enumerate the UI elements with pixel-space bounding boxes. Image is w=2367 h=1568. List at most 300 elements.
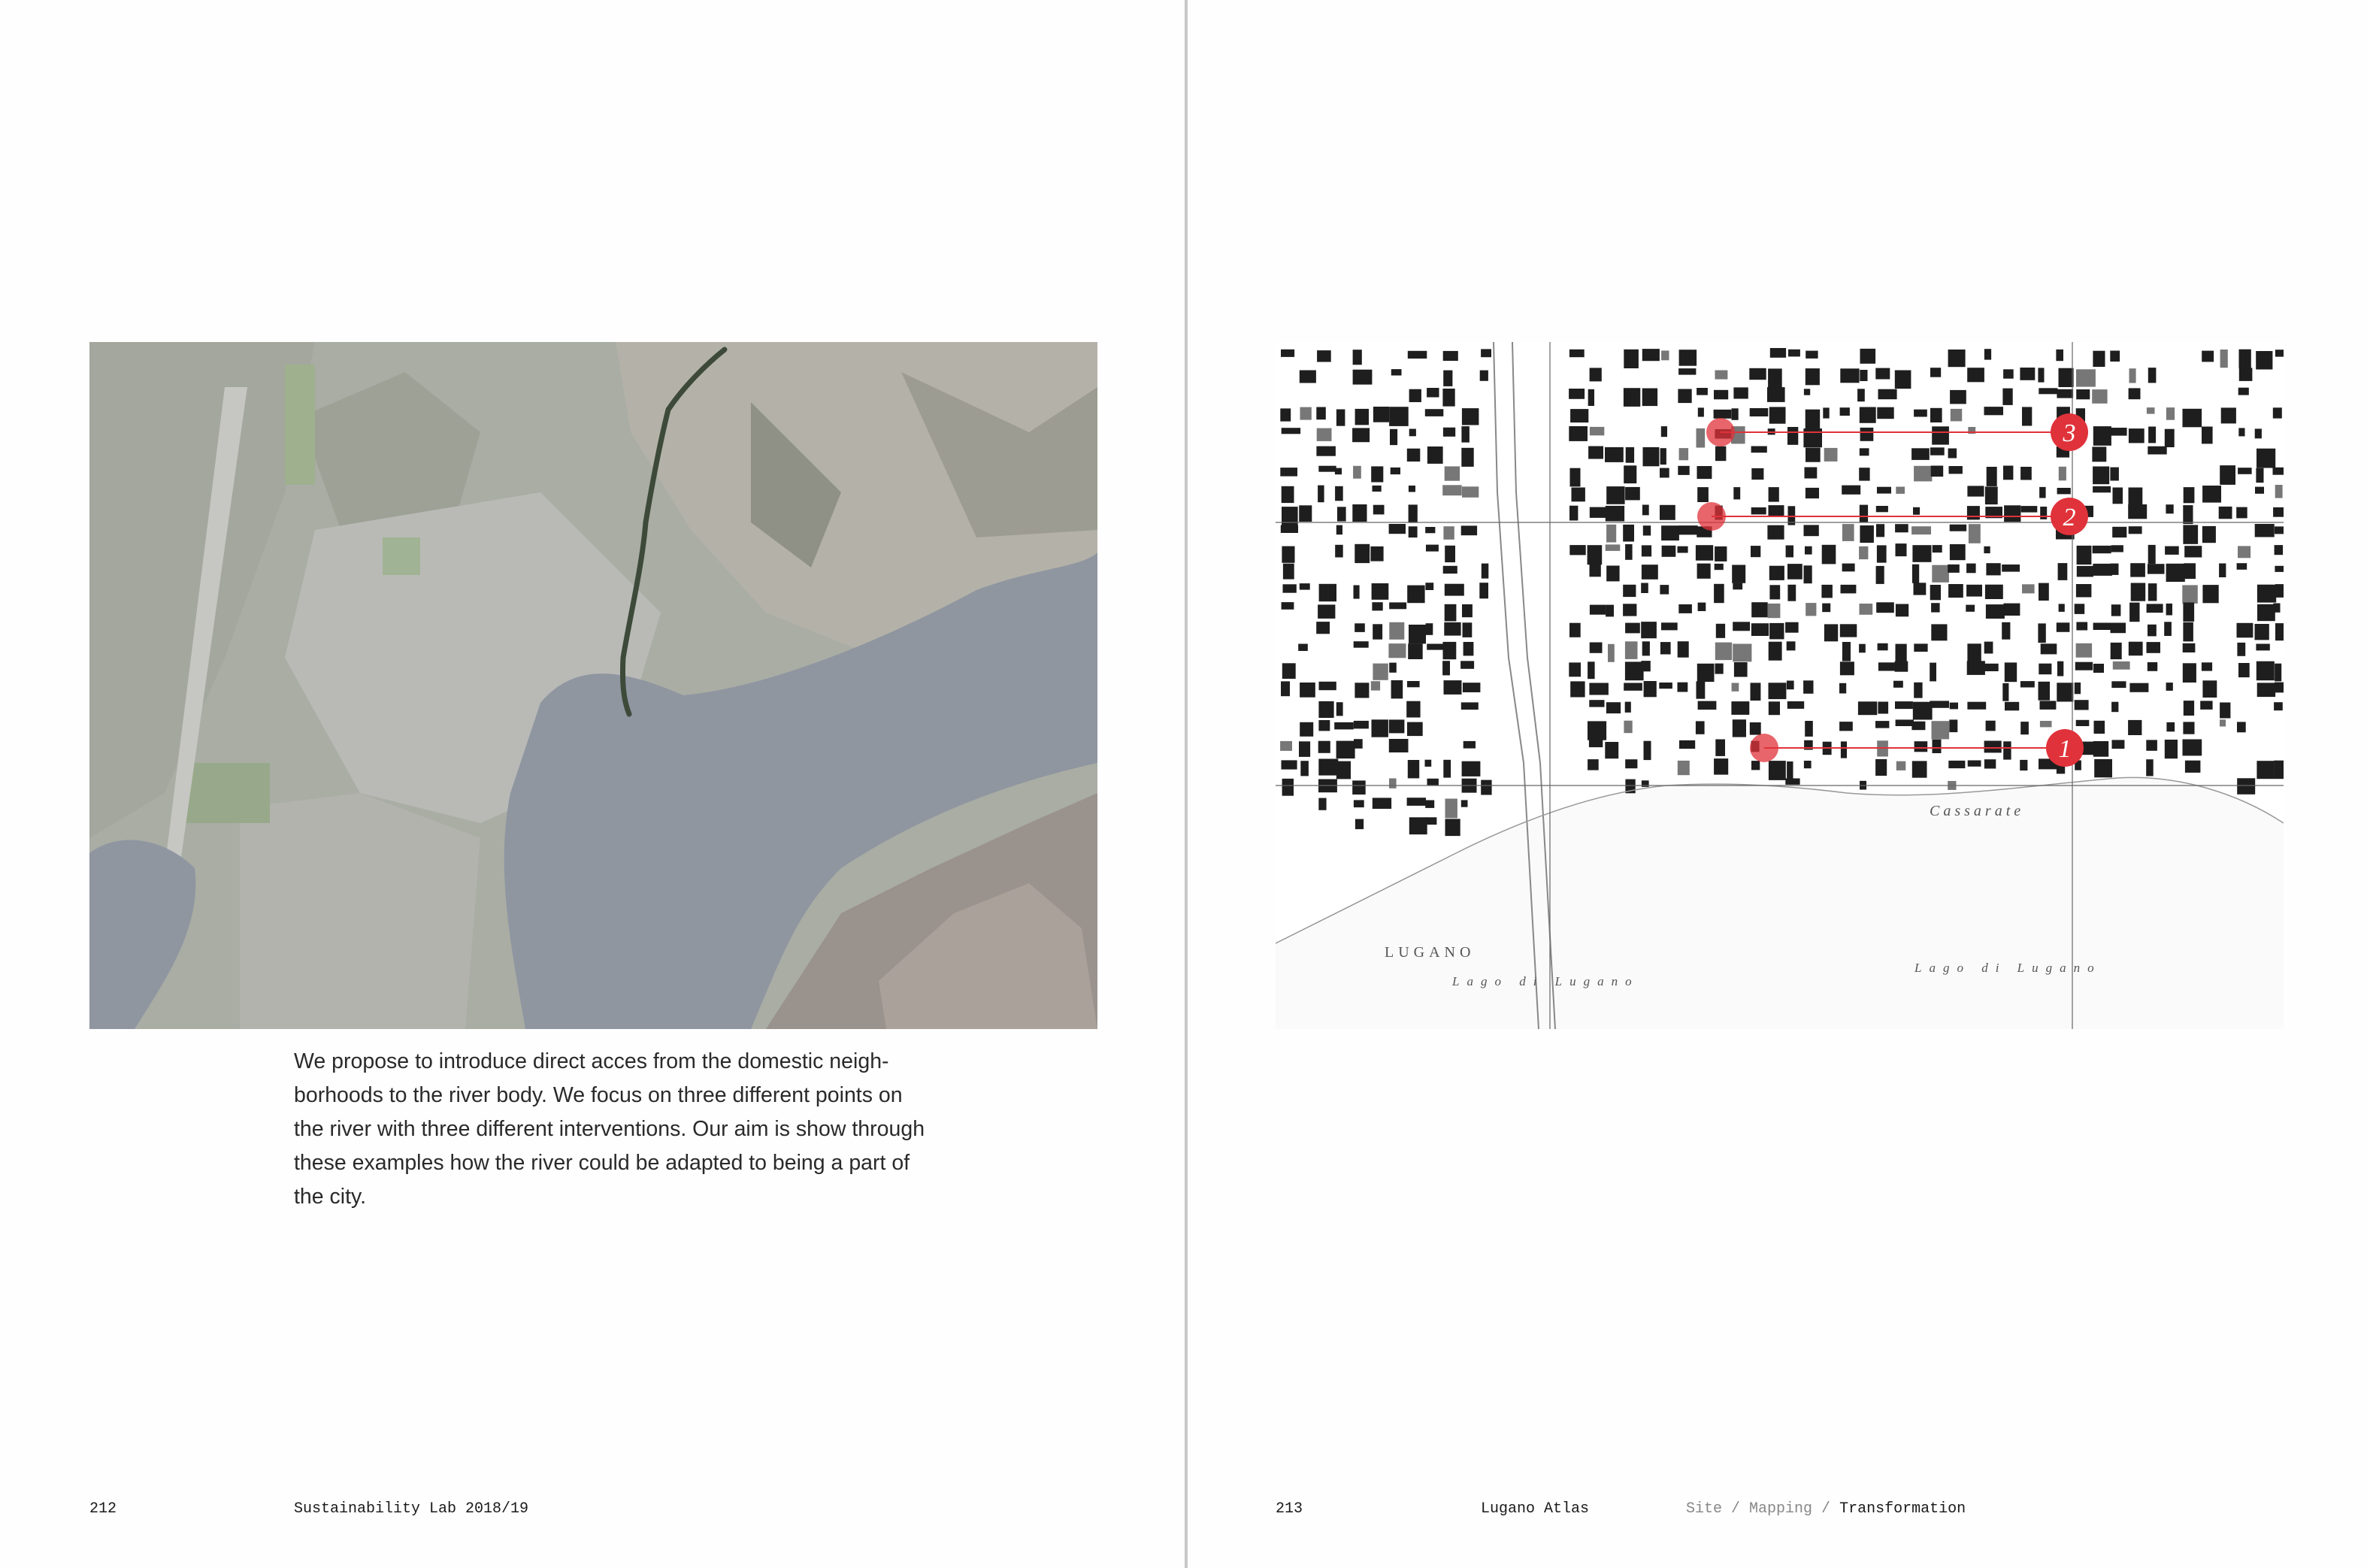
marker-2 (2051, 498, 2088, 535)
building-block (1462, 486, 1479, 498)
building-block (1625, 661, 1644, 680)
building-block (1316, 622, 1330, 634)
building-block (1842, 524, 1854, 541)
building-block (1355, 544, 1370, 563)
building-block (1969, 524, 1981, 543)
building-block (1569, 545, 1585, 555)
figure-ground-map (1276, 342, 2284, 1029)
building-block (2020, 368, 2035, 380)
building-block (1949, 719, 1957, 732)
building-block (1626, 447, 1634, 463)
building-block (2020, 681, 2035, 687)
building-block (1822, 545, 1836, 565)
building-block (1911, 448, 1930, 460)
building-block (1352, 780, 1366, 795)
building-block (1948, 565, 1960, 573)
building-block (1300, 583, 1310, 590)
building-block (2112, 527, 2126, 537)
building-block (1878, 389, 1897, 400)
building-block (1661, 525, 1679, 540)
building-block (1749, 368, 1766, 380)
building-block (1588, 545, 1603, 565)
building-block (2275, 623, 2284, 640)
building-block (2005, 702, 2019, 711)
building-block (2003, 741, 2011, 759)
building-block (1642, 389, 1657, 407)
building-block (1911, 526, 1931, 534)
building-block (1445, 466, 1460, 480)
building-block (1950, 544, 1966, 560)
body-line: We propose to introduce direct acces from the domestic neigh- (294, 1049, 889, 1073)
building-block (2164, 622, 2172, 636)
building-block (1569, 662, 1581, 677)
building-block (1335, 486, 1343, 501)
building-block (1803, 680, 1813, 694)
breadcrumb-separator: / (1722, 1500, 1750, 1518)
building-block (1373, 407, 1389, 422)
building-block (1806, 351, 1818, 359)
building-block (1806, 603, 1816, 616)
building-block (2002, 565, 2020, 572)
building-block (2112, 740, 2125, 749)
building-block (1570, 468, 1581, 487)
building-block (1876, 602, 1894, 613)
building-block (2059, 368, 2074, 387)
building-block (1606, 525, 1616, 543)
building-block (2092, 389, 2107, 404)
building-block (1914, 741, 1928, 752)
building-block (1857, 389, 1865, 401)
marker-1-label: 1 (2058, 735, 2072, 763)
building-block (1696, 721, 1705, 734)
building-block (2183, 505, 2193, 524)
building-block (1787, 641, 1796, 650)
building-block (1787, 701, 1804, 709)
building-block (1355, 819, 1364, 830)
building-block (2166, 683, 2173, 691)
map-label-lake-left: Lago di Lugano (1452, 974, 1639, 988)
building-block (1370, 546, 1383, 562)
building-block (1678, 641, 1689, 658)
building-block (1785, 779, 1799, 785)
building-block (1605, 447, 1624, 462)
building-block (2219, 564, 2226, 578)
building-block (1426, 817, 1436, 825)
building-block (1878, 702, 1888, 714)
building-block (1642, 349, 1660, 361)
building-block (1697, 664, 1715, 682)
building-block (1389, 602, 1406, 609)
building-block (1678, 604, 1692, 613)
building-block (1389, 779, 1397, 789)
building-block (1751, 761, 1760, 770)
building-block (2183, 740, 2202, 756)
building-block (1336, 702, 1343, 716)
building-block (2202, 351, 2214, 362)
building-block (1443, 760, 1451, 778)
building-block (1407, 722, 1423, 737)
building-block (1624, 465, 1636, 483)
building-block (2057, 683, 2073, 701)
building-block (2273, 407, 2282, 418)
building-block (2165, 546, 2179, 555)
building-block (2183, 622, 2193, 642)
building-block (1824, 448, 1838, 462)
building-block (1933, 545, 1942, 552)
building-block (1878, 643, 1888, 651)
building-block (1715, 740, 1725, 756)
building-block (2020, 467, 2032, 480)
building-block (1661, 350, 1669, 360)
building-block (1875, 368, 1890, 380)
building-block (2202, 680, 2217, 698)
building-block (1461, 426, 1470, 443)
building-block (1930, 408, 1942, 422)
building-block (2111, 643, 2122, 659)
building-block (1644, 681, 1657, 697)
building-block (1788, 350, 1800, 357)
building-block (1769, 585, 1780, 599)
building-block (1660, 585, 1669, 595)
building-block (2255, 428, 2262, 438)
building-block (1462, 408, 1479, 425)
building-block (1300, 722, 1313, 737)
building-block (1678, 683, 1688, 692)
building-block (1644, 741, 1651, 760)
building-block (2020, 722, 2029, 734)
building-block (1407, 681, 1420, 687)
building-block (1463, 741, 1476, 749)
building-block (2128, 504, 2147, 519)
building-block (2093, 546, 2111, 553)
building-block (2111, 545, 2123, 552)
building-block (1371, 466, 1383, 482)
building-block (2041, 643, 2057, 654)
building-block (1984, 642, 1993, 654)
building-block (1967, 368, 1984, 382)
building-block (2129, 368, 2136, 383)
building-block (2202, 585, 2218, 603)
building-block (1911, 722, 1925, 731)
building-block (2110, 468, 2119, 481)
building-block (2111, 564, 2119, 575)
building-block (2146, 759, 2154, 776)
building-block (1860, 349, 1876, 364)
building-block (2093, 741, 2108, 757)
building-block (1427, 388, 1439, 398)
building-block (1875, 721, 1889, 728)
building-block (2220, 703, 2230, 719)
building-block (1804, 525, 1819, 536)
building-block (1336, 410, 1345, 426)
building-block (2183, 722, 2194, 734)
building-block (1734, 662, 1748, 677)
building-block (2257, 761, 2274, 779)
running-title: Lugano Atlas (1481, 1500, 1590, 1518)
building-block (1319, 682, 1336, 690)
building-block (2038, 368, 2044, 382)
building-block (1893, 681, 1903, 688)
building-block (1662, 546, 1676, 557)
body-line: the city. (294, 1185, 367, 1209)
building-block (2146, 740, 2157, 750)
building-block (1860, 604, 1873, 615)
building-block (2076, 369, 2096, 386)
building-block (1966, 564, 1976, 574)
building-block (2202, 526, 2216, 543)
building-block (1316, 407, 1326, 420)
map-label-lake-right: Lago di Lugano (1914, 961, 2102, 975)
building-block (1967, 702, 1986, 710)
marker-1 (2046, 729, 2084, 767)
building-block (2002, 389, 2012, 405)
building-block (2238, 468, 2252, 474)
building-block (1839, 722, 1853, 731)
river-point-2 (1697, 502, 1726, 531)
building-block (2002, 683, 2008, 701)
building-block (2182, 585, 2198, 604)
building-block (2183, 603, 2194, 622)
building-block (2275, 350, 2284, 356)
building-block (2238, 546, 2250, 558)
building-block (1282, 779, 1294, 796)
building-block (1281, 525, 1298, 533)
building-block (2275, 683, 2284, 693)
building-block (1409, 526, 1418, 537)
building-block (2236, 507, 2247, 519)
building-block (1443, 428, 1455, 437)
building-block (2238, 663, 2250, 677)
building-block (1769, 487, 1779, 502)
building-block (1715, 446, 1726, 462)
building-block (1859, 644, 1866, 653)
building-block (1751, 446, 1767, 453)
page-number: 212 (89, 1500, 117, 1518)
building-block (2005, 662, 2017, 682)
building-block (2093, 486, 2111, 493)
building-block (1643, 447, 1660, 466)
building-block (2020, 760, 2027, 770)
building-block (2111, 681, 2126, 688)
building-block (1678, 466, 1689, 475)
building-block (1625, 702, 1631, 713)
building-block (1316, 446, 1336, 456)
building-block (1984, 407, 2004, 415)
building-block (1786, 546, 1793, 558)
building-block (1751, 683, 1761, 701)
building-block (1283, 564, 1294, 580)
building-block (2255, 624, 2269, 640)
building-block (1913, 702, 1933, 720)
building-block (2129, 488, 2143, 507)
breadcrumb-separator: / (1812, 1500, 1840, 1518)
building-block (1354, 739, 1363, 749)
building-block (2238, 428, 2244, 436)
building-block (1372, 602, 1382, 610)
building-block (2057, 488, 2071, 494)
building-block (1606, 486, 1624, 504)
building-block (1877, 407, 1893, 419)
building-block (1678, 368, 1696, 375)
building-block (1300, 761, 1309, 776)
building-block (1570, 681, 1585, 697)
building-block (1842, 642, 1851, 661)
building-block (1732, 683, 1739, 692)
building-block (2148, 545, 2156, 564)
building-block (2093, 467, 2109, 485)
building-block (2220, 719, 2226, 726)
building-block (1373, 798, 1391, 809)
building-block (2275, 584, 2284, 598)
building-block (1281, 350, 1294, 357)
building-block (1299, 505, 1312, 522)
building-block (2129, 526, 2142, 534)
building-block (1985, 486, 1998, 504)
building-block (2257, 683, 2275, 697)
building-block (1425, 409, 1444, 416)
building-block (1860, 407, 1876, 423)
building-block (1860, 505, 1868, 522)
building-block (2076, 622, 2087, 631)
building-block (1318, 486, 1324, 503)
building-block (1318, 701, 1333, 718)
building-block (1660, 505, 1675, 520)
building-block (2093, 664, 2104, 673)
building-block (1407, 449, 1421, 462)
building-block (1588, 721, 1606, 740)
building-block (1805, 546, 1812, 555)
building-block (2130, 563, 2145, 577)
breadcrumb-item: Site (1686, 1500, 1723, 1518)
building-block (1588, 446, 1603, 459)
building-block (1698, 407, 1704, 416)
building-block (1733, 583, 1742, 590)
building-block (1660, 468, 1669, 478)
building-block (1787, 681, 1794, 690)
building-block (2237, 563, 2247, 570)
building-block (1407, 798, 1426, 806)
building-block (1912, 545, 1931, 562)
building-block (1426, 623, 1433, 635)
building-block (1319, 584, 1336, 601)
building-block (1840, 368, 1859, 383)
running-title: Sustainability Lab 2018/19 (294, 1500, 529, 1518)
building-block (1318, 741, 1330, 753)
building-block (1767, 387, 1785, 402)
building-block (1806, 488, 1819, 498)
building-block (2166, 407, 2175, 420)
building-block (1409, 486, 1415, 492)
building-block (2040, 721, 2052, 727)
building-block (1860, 448, 1869, 456)
building-block (1769, 761, 1786, 780)
building-block (1715, 564, 1724, 570)
marker-2-label: 2 (2063, 504, 2076, 531)
building-block (2147, 642, 2161, 653)
building-block (1606, 544, 1621, 551)
building-block (1572, 488, 1585, 502)
map-label-town: LUGANO (1385, 944, 1476, 961)
building-block (2202, 486, 2221, 503)
building-block (2165, 429, 2175, 447)
building-block (1950, 703, 1958, 710)
building-block (2275, 485, 2283, 498)
building-block (1408, 643, 1423, 659)
building-block (1787, 585, 1796, 601)
building-block (1443, 351, 1458, 361)
building-block (1984, 759, 1996, 768)
building-block (1570, 409, 1588, 422)
building-block (1481, 349, 1491, 357)
building-block (2275, 545, 2284, 555)
building-block (2166, 604, 2172, 616)
building-block (1714, 410, 1732, 419)
building-block (1715, 371, 1728, 380)
building-block (1804, 565, 1812, 583)
building-block (1806, 410, 1821, 428)
building-block (1606, 506, 1624, 522)
building-block (1335, 545, 1343, 558)
building-block (1803, 428, 1822, 447)
building-block (2255, 487, 2264, 494)
building-block (1932, 565, 1949, 583)
building-block (2093, 351, 2105, 367)
building-block (1714, 758, 1728, 775)
building-block (2257, 661, 2275, 681)
building-block (1768, 604, 1781, 618)
building-block (1804, 761, 1812, 768)
building-block (1444, 622, 1460, 636)
building-block (1641, 661, 1650, 671)
building-block (1769, 566, 1784, 580)
building-block (1282, 428, 1300, 434)
building-block (1751, 507, 1766, 514)
building-block (1590, 368, 1602, 381)
building-block (2219, 507, 2232, 519)
building-block (1625, 759, 1637, 768)
building-block (1914, 643, 1927, 652)
building-block (2202, 662, 2212, 670)
building-block (1373, 486, 1382, 492)
building-block (2003, 369, 2014, 378)
building-block (1930, 701, 1949, 707)
building-block (1661, 622, 1678, 630)
building-block (1930, 447, 1945, 455)
building-block (1967, 506, 1980, 519)
building-block (1641, 622, 1657, 638)
building-block (1896, 719, 1914, 726)
building-block (1569, 426, 1588, 441)
building-block (2147, 604, 2163, 613)
building-block (1948, 584, 1963, 598)
building-block (2185, 761, 2201, 773)
building-block (2094, 721, 2105, 734)
building-block (1987, 467, 1997, 486)
building-block (1425, 527, 1435, 533)
building-block (2275, 664, 2281, 682)
building-block (2148, 564, 2165, 574)
building-block (1282, 663, 1296, 679)
building-block (2255, 524, 2275, 537)
building-block (1912, 761, 1927, 777)
building-block (1352, 428, 1370, 442)
building-block (1714, 584, 1724, 603)
building-block (1840, 624, 1857, 637)
building-block (1912, 565, 1919, 583)
building-block (1679, 448, 1689, 460)
building-block (1352, 504, 1367, 522)
building-block (1876, 566, 1884, 584)
